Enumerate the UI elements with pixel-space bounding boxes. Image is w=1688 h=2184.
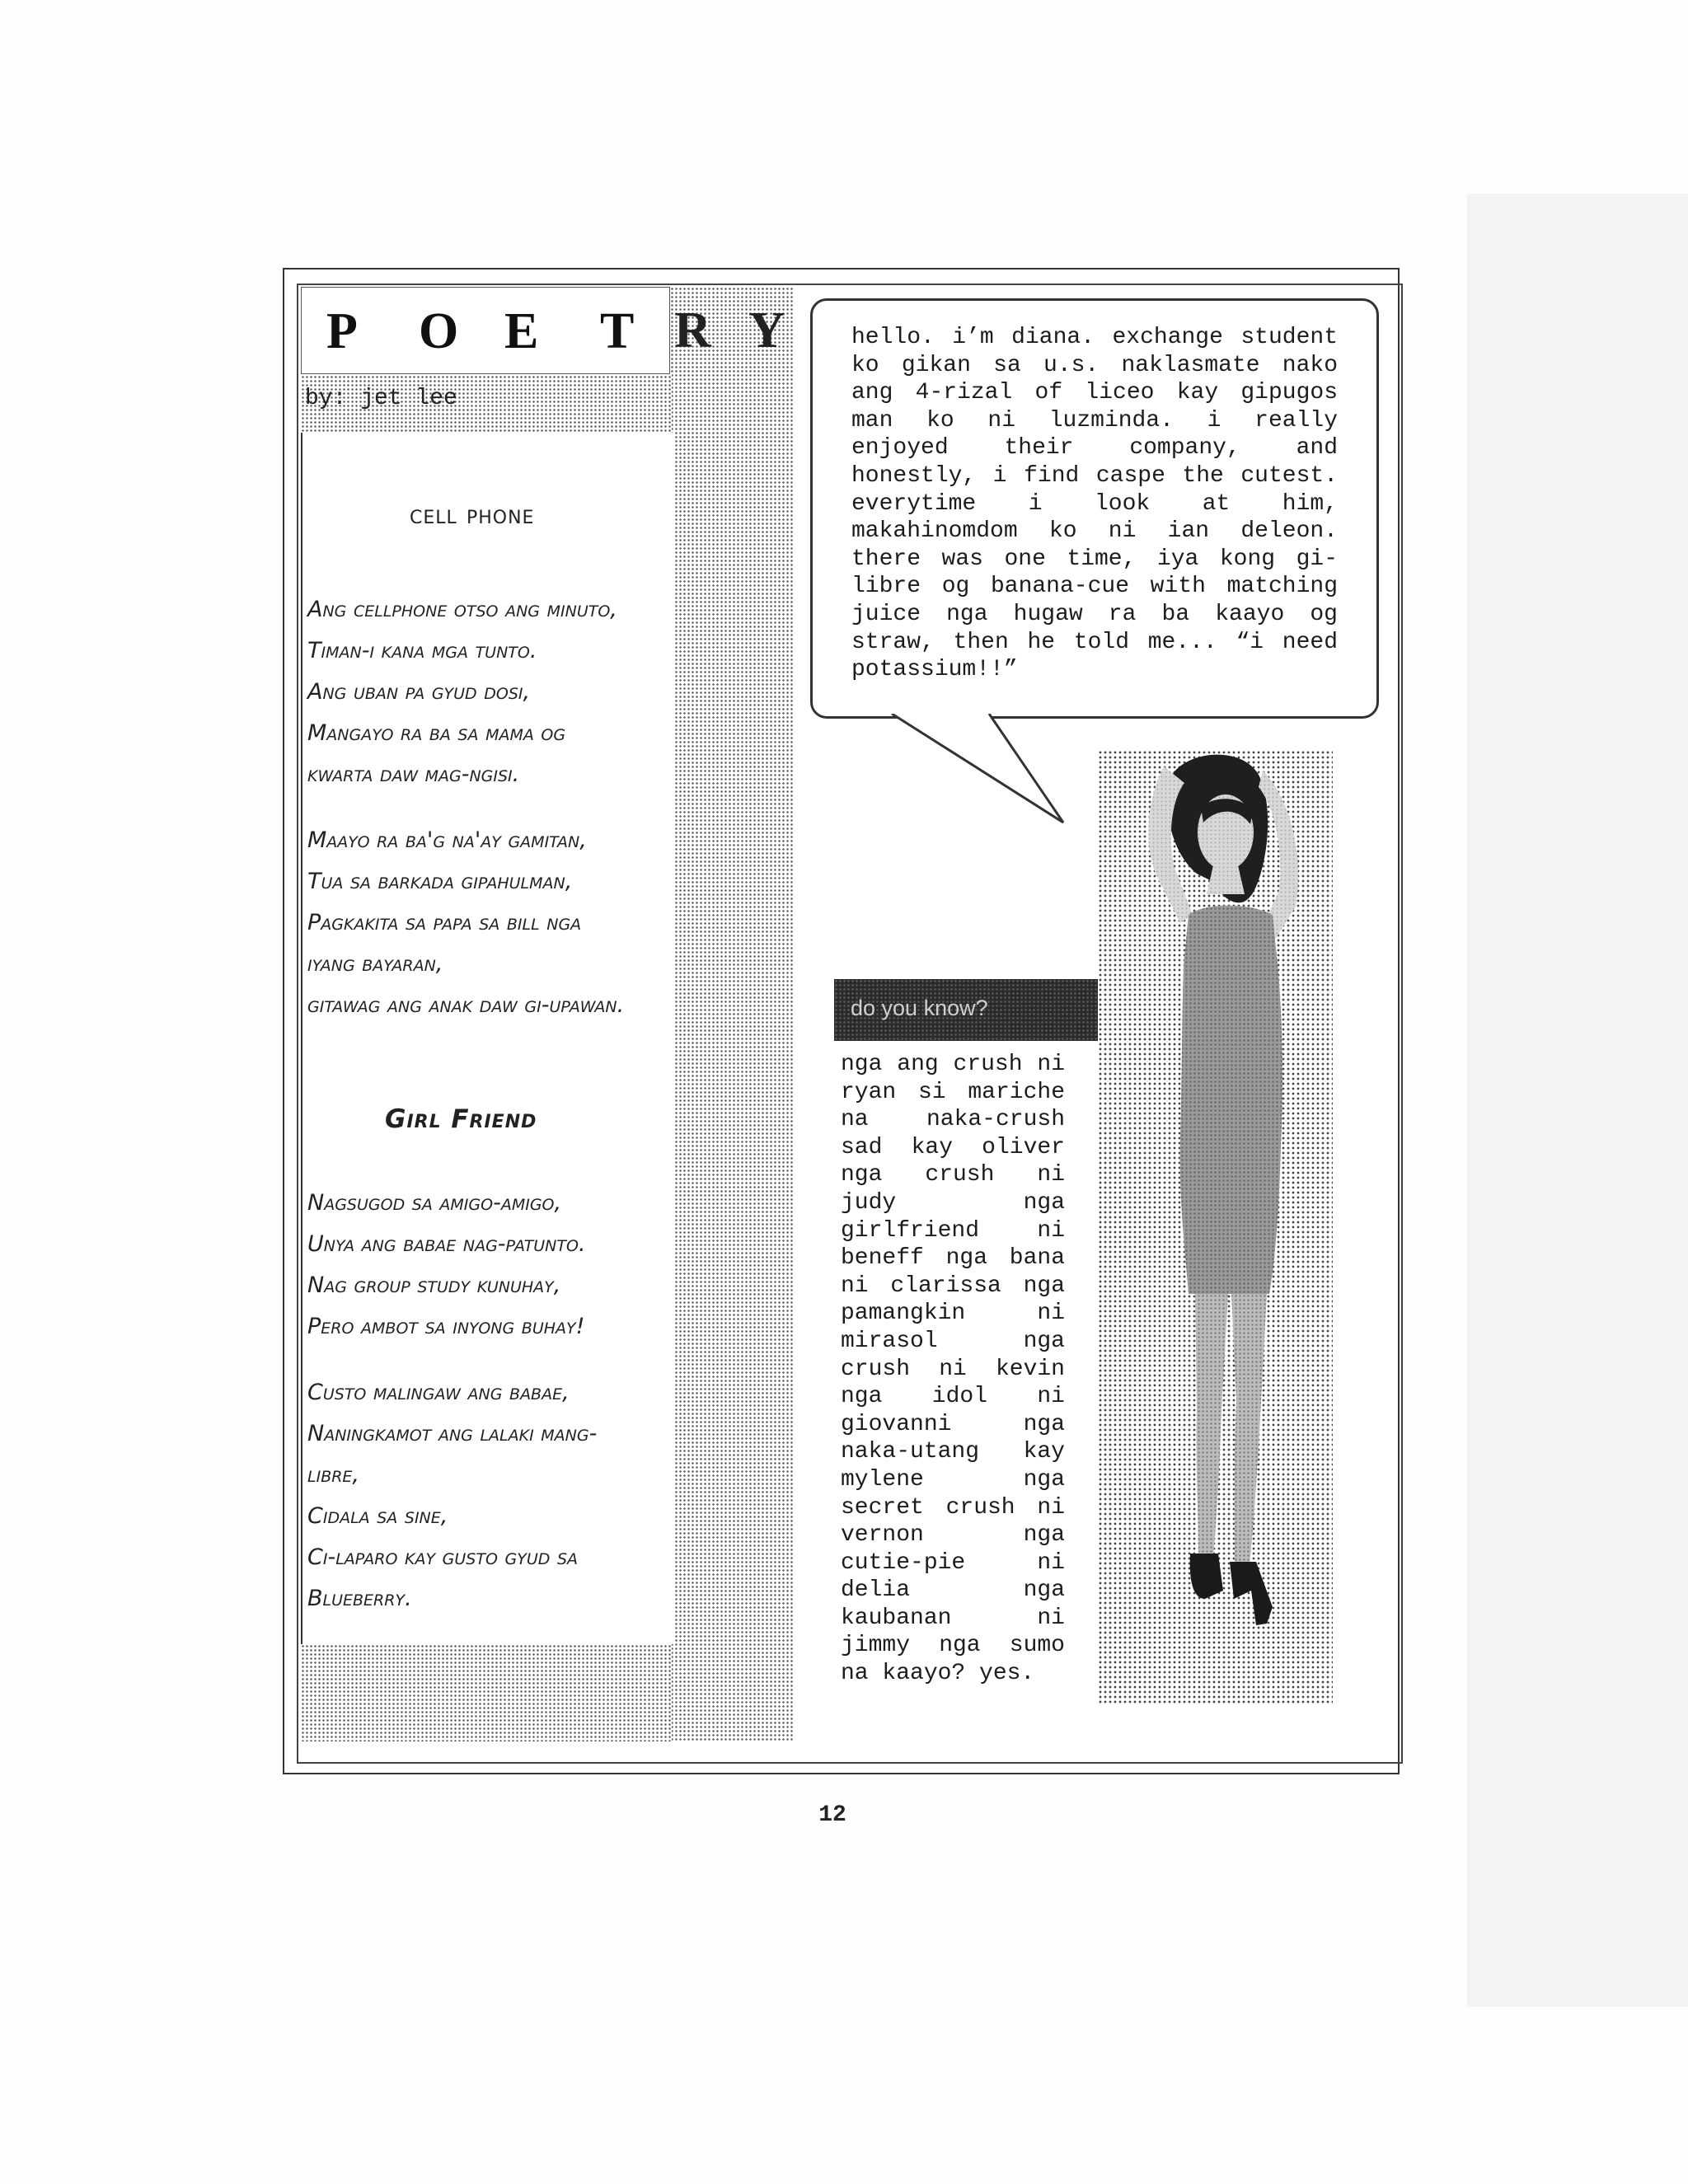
poem-line: Naningkamot ang lalaki mang- — [307, 1421, 598, 1446]
poem-line: gitawag ang anak daw gi-upawan. — [307, 992, 625, 1018]
poem-line: Ang cellphone otso ang minuto, — [307, 597, 617, 622]
section-title-letter: Y — [748, 302, 785, 359]
poem-line: Blueberry. — [307, 1586, 412, 1611]
poem-stanza — [307, 1183, 675, 1347]
speech-bubble-tail — [890, 714, 1071, 829]
poem-line: Nagsugod sa amigo-amigo, — [307, 1190, 562, 1216]
section-title-letter: E — [504, 303, 539, 359]
poem-stanza — [307, 1372, 675, 1619]
section-title-letter: R — [674, 302, 711, 359]
poem-stanza — [307, 589, 675, 795]
poetry-halftone-column — [670, 287, 794, 1741]
poem-title: Girl Friend — [385, 1104, 537, 1134]
poem-line: Custo malingaw ang babae, — [307, 1380, 570, 1405]
poem-line: Tua sa barkada gipahulman, — [307, 869, 573, 894]
did-you-know-body — [841, 1051, 1065, 1688]
scan-shading — [1467, 194, 1688, 2007]
byline: by: jet lee — [305, 386, 457, 411]
poem-line: Ang uban pa gyud dosi, — [307, 679, 531, 705]
section-title-poetry — [301, 287, 670, 374]
poem-column — [301, 433, 673, 1644]
section-title-letter: P — [326, 303, 358, 359]
speech-bubble-text: hello. i’m diana. exchange student ko gikan sa u.s. naklasmate nako ang 4-rizal of liceo kay gipugos man ko ni luzminda. i really enjoyed their company, and honestly, i find caspe the cutest. everytime i look at him, makahinomdom ko ni ian deleon. there was one time, iya kong gi-libre og banana-cue with matching juice nga hugaw ra ba kaayo og straw, then he told me... “i need potassium!!” — [851, 325, 1338, 683]
poem-line: Nag group study kunuhay, — [307, 1272, 561, 1298]
did-you-know-paragraph: nga ang crush ni ryan si mariche na naka-crush sad kay oliver nga crush ni judy nga girlfriend ni beneff nga bana ni clarissa nga pamangkin ni mirasol nga crush ni kevin nga idol ni giovanni nga naka-utang kay mylene nga secret crush ni vernon nga cutie-pie ni delia nga kaubanan ni jimmy nga sumo — [841, 1052, 1065, 1659]
poem-line: Cidala sa sine, — [307, 1503, 448, 1529]
did-you-know-heading: do you know? — [834, 979, 1106, 1041]
poem-line: Mangayo ra ba sa mama og — [307, 720, 566, 746]
poem-line: Maayo ra ba'g na'ay gamitan, — [307, 827, 587, 853]
poem-line: libre, — [307, 1462, 360, 1488]
poem-bottom-halftone — [301, 1644, 672, 1741]
poem-line: iyang bayaran, — [307, 951, 443, 977]
poem-line: Unya ang babae nag-patunto. — [307, 1231, 586, 1257]
poem-title: cell phone — [410, 499, 535, 530]
section-title-letter: T — [600, 303, 635, 359]
poem-line: Pero ambot sa inyong buhay! — [307, 1314, 585, 1339]
woman-photo — [1098, 750, 1333, 1704]
poem-line: Timan-i kana mga tunto. — [307, 638, 537, 663]
poem-line: Ci-laparo kay gusto gyud sa — [307, 1544, 579, 1570]
did-you-know-last-line: na kaayo? yes. — [841, 1661, 1035, 1687]
poem-line: kwarta daw mag-ngisi. — [307, 762, 520, 787]
page-number: 12 — [818, 1802, 846, 1828]
poem-stanza — [307, 820, 675, 1026]
poem-line: Pagkakita sa papa sa bill nga — [307, 910, 582, 935]
section-title-letter: O — [419, 303, 459, 359]
